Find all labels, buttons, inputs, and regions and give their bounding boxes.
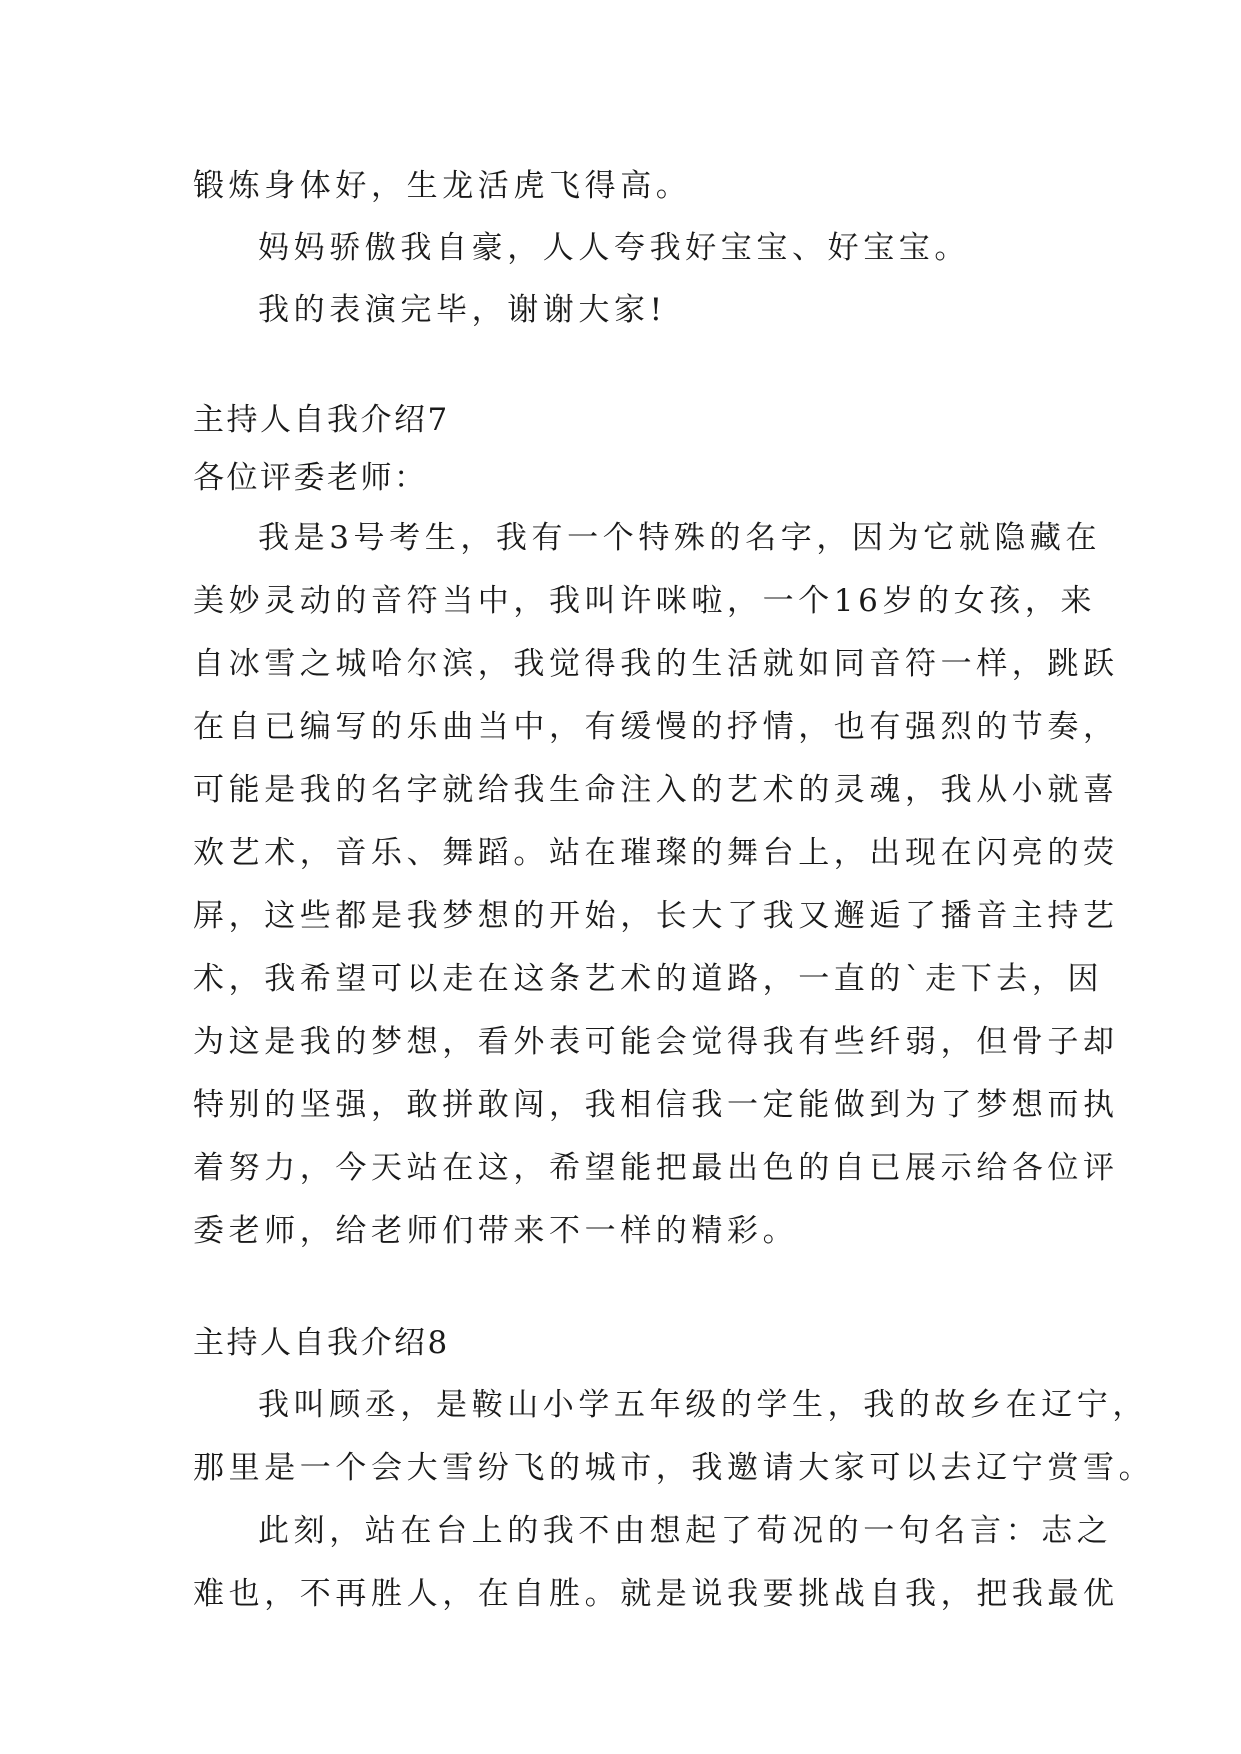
paragraph-line: 此刻，站在台上的我不由想起了荀况的一句名言：志之 xyxy=(258,1513,1113,1549)
paragraph-line: 在自已编写的乐曲当中，有缓慢的抒情，也有强烈的节奏， xyxy=(193,709,1119,745)
salutation: 各位评委老师： xyxy=(193,460,428,496)
paragraph-line: 术，我希望可以走在这条艺术的道路，一直的`走下去，因 xyxy=(193,961,1104,997)
section-heading: 主持人自我介绍8 xyxy=(193,1325,450,1361)
section-heading: 主持人自我介绍7 xyxy=(193,402,450,438)
paragraph-line: 锻炼身体好，生龙活虎飞得高。 xyxy=(193,168,692,204)
paragraph-line: 委老师，给老师们带来不一样的精彩。 xyxy=(193,1213,799,1249)
paragraph-line: 难也，不再胜人，在自胜。就是说我要挑战自我，把我最优 xyxy=(193,1576,1119,1612)
paragraph-line: 我叫顾丞，是鞍山小学五年级的学生，我的故乡在辽宁， xyxy=(258,1387,1148,1423)
paragraph-line: 为这是我的梦想，看外表可能会觉得我有些纤弱，但骨子却 xyxy=(193,1024,1119,1060)
paragraph-line: 欢艺术，音乐、舞蹈。站在璀璨的舞台上，出现在闪亮的荧 xyxy=(193,835,1119,871)
paragraph-line: 特别的坚强，敢拼敢闯，我相信我一定能做到为了梦想而执 xyxy=(193,1087,1119,1123)
paragraph-line: 可能是我的名字就给我生命注入的艺术的灵魂，我从小就喜 xyxy=(193,772,1119,808)
paragraph-line: 美妙灵动的音符当中，我叫许咪啦，一个16岁的女孩，来 xyxy=(193,583,1097,619)
paragraph-line: 屏，这些都是我梦想的开始，长大了我又邂逅了播音主持艺 xyxy=(193,898,1119,934)
paragraph-line: 那里是一个会大雪纷飞的城市，我邀请大家可以去辽宁赏雪。 xyxy=(193,1450,1155,1486)
paragraph-line: 妈妈骄傲我自豪，人人夸我好宝宝、好宝宝。 xyxy=(258,230,970,266)
paragraph-line: 着努力，今天站在这，希望能把最出色的自已展示给各位评 xyxy=(193,1150,1119,1186)
paragraph-line: 自冰雪之城哈尔滨，我觉得我的生活就如同音符一样，跳跃 xyxy=(193,646,1119,682)
paragraph-line: 我的表演完毕，谢谢大家! xyxy=(258,292,667,328)
paragraph-line: 我是3号考生，我有一个特殊的名字，因为它就隐藏在 xyxy=(258,520,1102,556)
